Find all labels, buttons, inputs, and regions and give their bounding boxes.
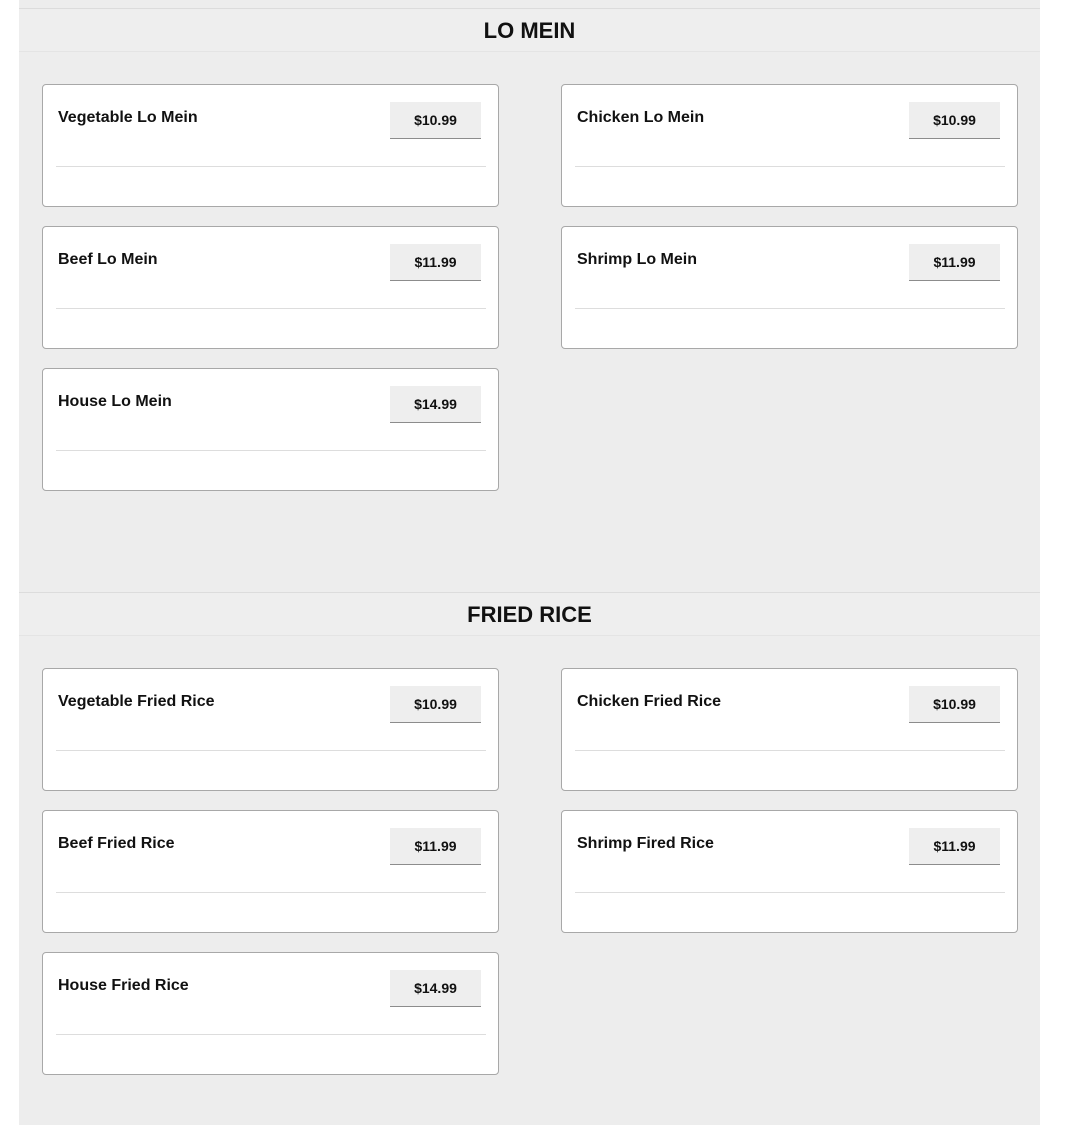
section-header-lo-mein [19, 8, 1040, 52]
section-title: FRIED RICE [467, 602, 592, 627]
card-divider [56, 166, 486, 167]
menu-item-card [42, 226, 499, 349]
menu-item-card [561, 810, 1018, 933]
menu-item-name: House Fried Rice [58, 977, 189, 994]
menu-item-card [42, 810, 499, 933]
price-button[interactable]: $11.99 [390, 244, 481, 281]
menu-item-card [561, 84, 1018, 207]
menu-item-name: Shrimp Lo Mein [577, 251, 697, 268]
card-divider [56, 892, 486, 893]
price-button[interactable]: $14.99 [390, 970, 481, 1007]
price-button[interactable]: $14.99 [390, 386, 481, 423]
price-button[interactable]: $11.99 [909, 244, 1000, 281]
price-button[interactable]: $10.99 [909, 102, 1000, 139]
card-divider [56, 750, 486, 751]
price-button[interactable]: $10.99 [909, 686, 1000, 723]
menu-item-name: Chicken Lo Mein [577, 109, 705, 126]
menu-item-card [561, 668, 1018, 791]
menu-item-name: Beef Lo Mein [58, 251, 158, 268]
menu-item-card [561, 226, 1018, 349]
card-divider [575, 750, 1005, 751]
card-divider [575, 308, 1005, 309]
menu-item-card [42, 368, 499, 491]
menu-item-card [42, 952, 499, 1075]
price-button[interactable]: $10.99 [390, 102, 481, 139]
menu-item-card [42, 84, 499, 207]
menu-item-name: Beef Fried Rice [58, 835, 175, 852]
price-button[interactable]: $11.99 [390, 828, 481, 865]
menu-item-name: House Lo Mein [58, 393, 172, 410]
card-divider [56, 450, 486, 451]
price-button[interactable]: $11.99 [909, 828, 1000, 865]
menu-item-card [42, 668, 499, 791]
menu-page [19, 0, 1040, 1125]
section-title: LO MEIN [483, 18, 576, 43]
card-divider [575, 166, 1005, 167]
menu-item-name: Chicken Fried Rice [577, 693, 722, 710]
section-header-fried-rice [19, 592, 1040, 636]
card-divider [56, 1034, 486, 1035]
card-divider [56, 308, 486, 309]
menu-item-name: Vegetable Lo Mein [58, 109, 198, 126]
price-button[interactable]: $10.99 [390, 686, 481, 723]
menu-item-name: Vegetable Fried Rice [58, 693, 215, 710]
card-divider [575, 892, 1005, 893]
menu-item-name: Shrimp Fired Rice [577, 835, 714, 852]
